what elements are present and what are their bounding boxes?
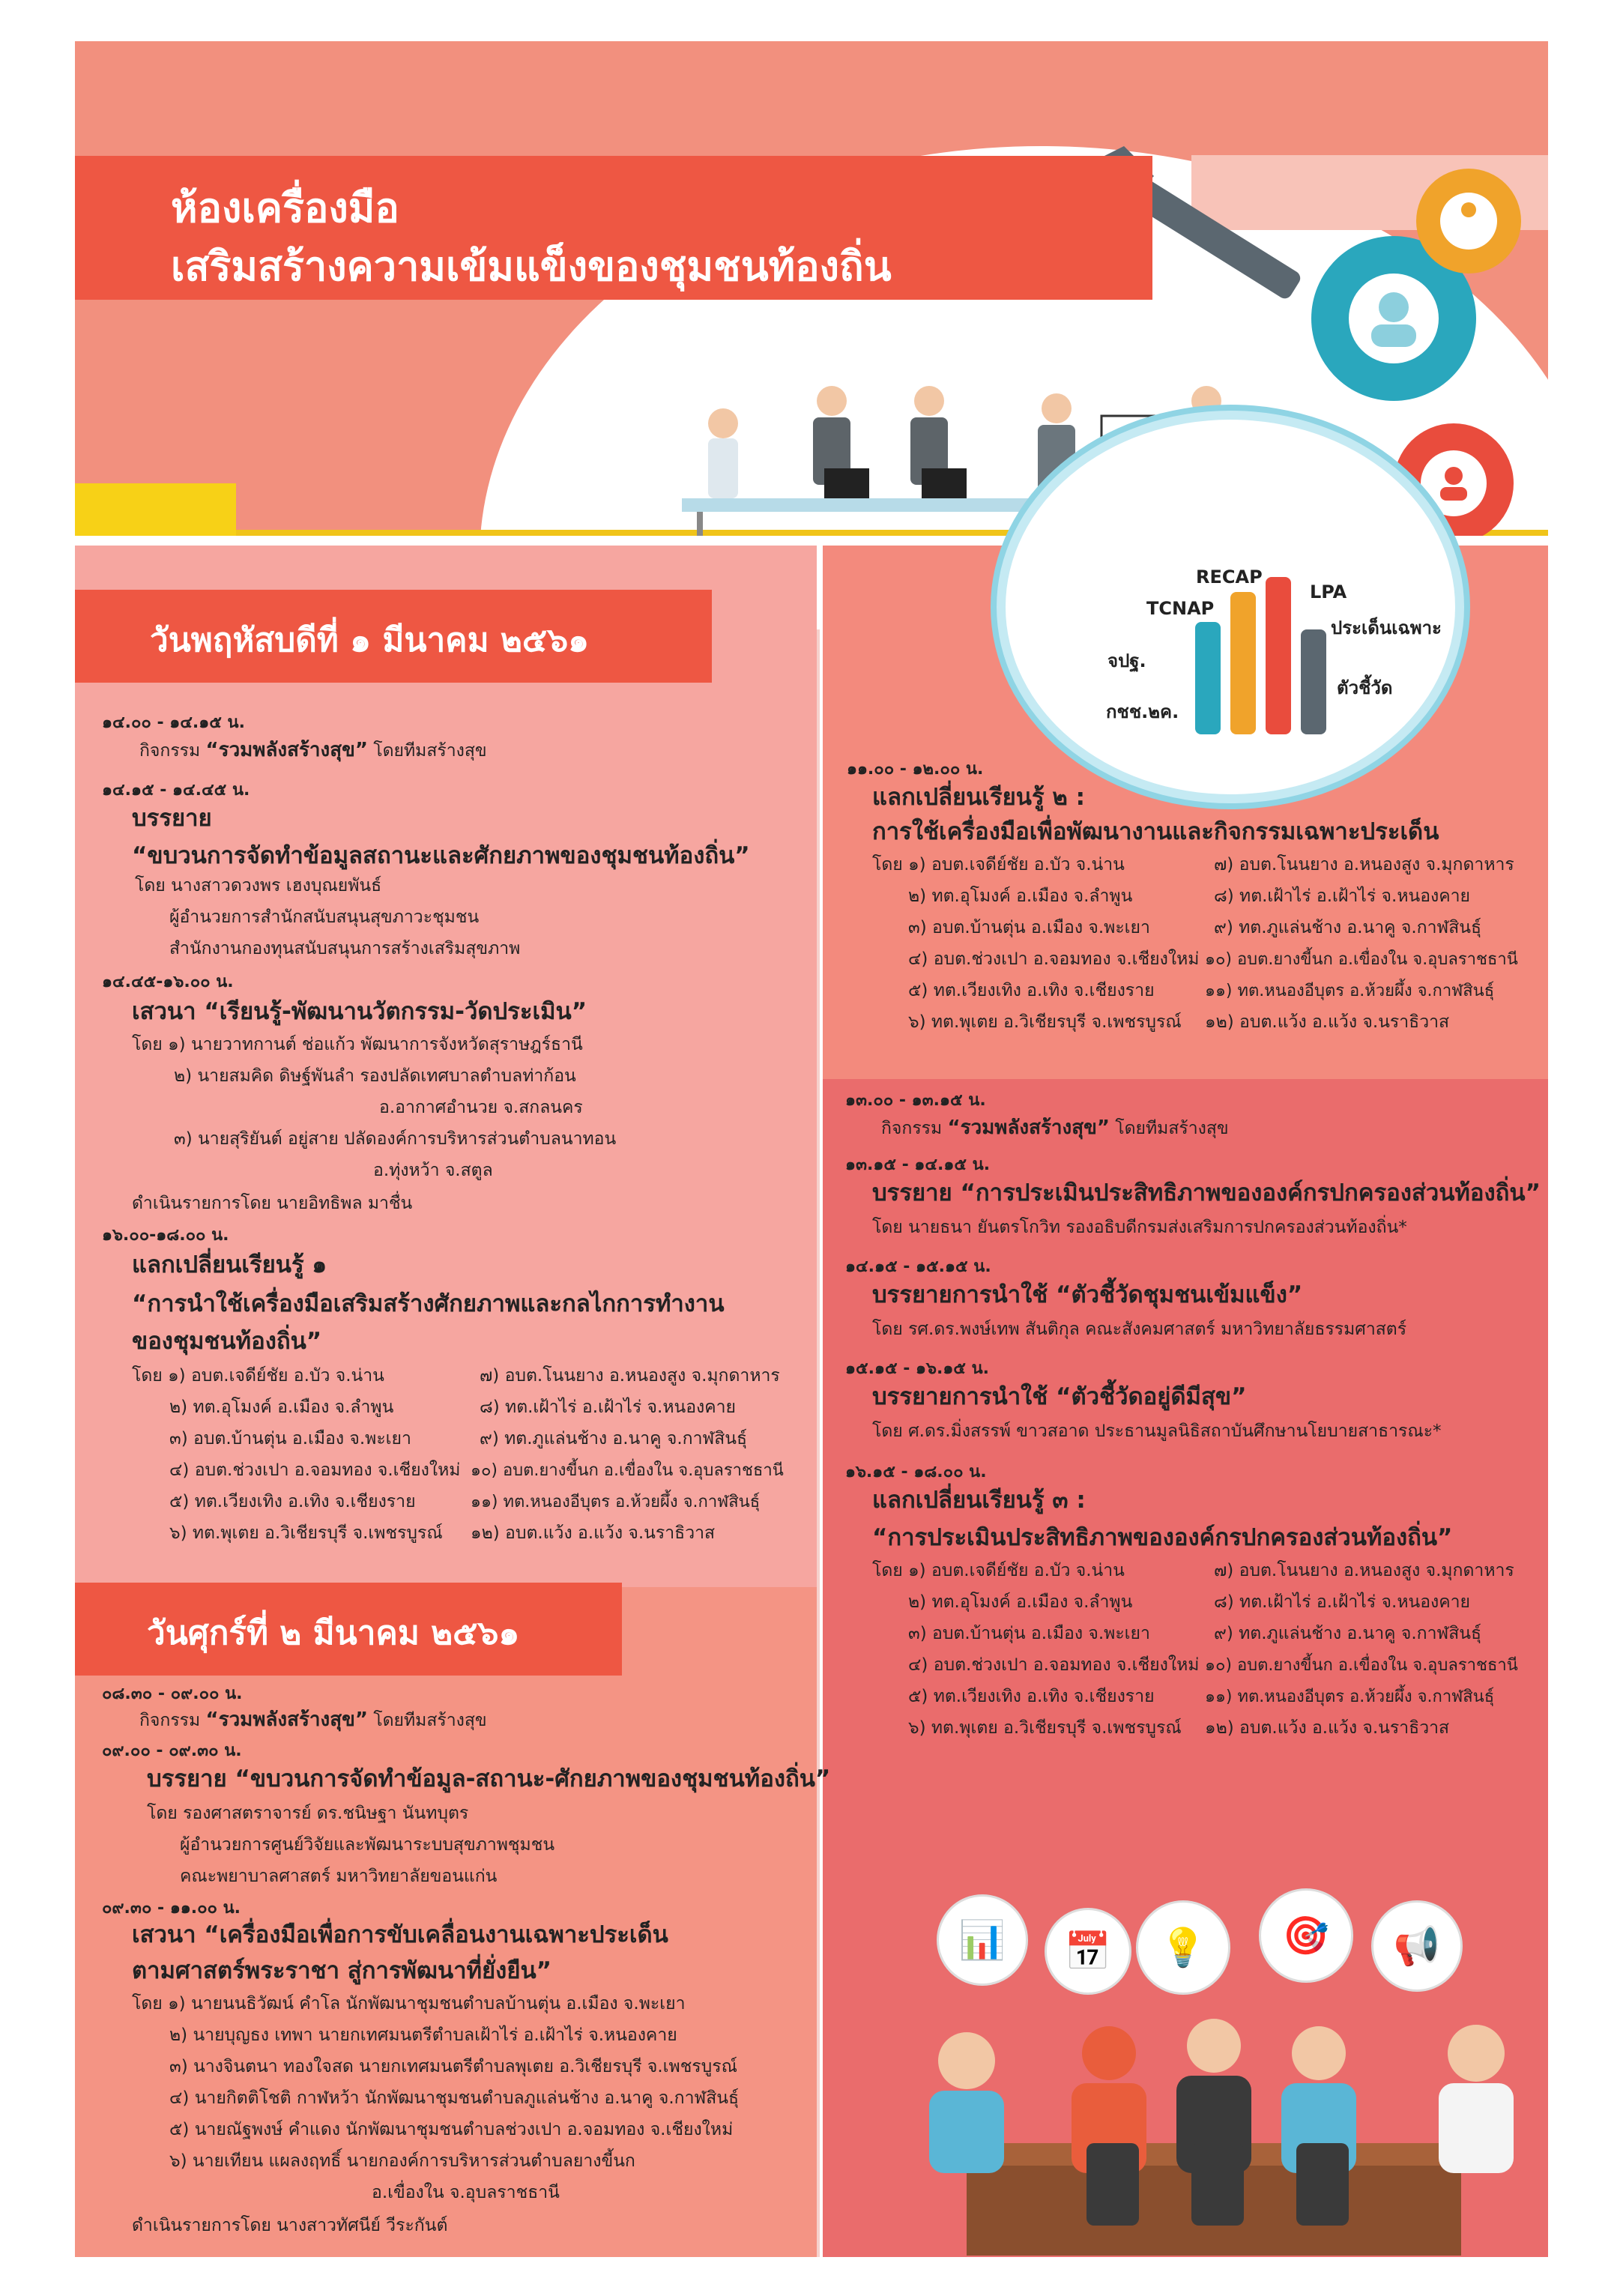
day1-s3-mod: ดำเนินรายการโดย นายอิทธิพล มาชื่น (132, 1194, 413, 1213)
day2-s9-label: แลกเปลี่ยนเรียนรู้ ๓ : (872, 1487, 1086, 1514)
day2-s9-right-1: ๗) อบต.โนนยาง อ.หนองสูง จ.มุกดาหาร (1214, 1561, 1514, 1580)
day1-s3-l5: อ.ทุ่งหว้า จ.สตูล (373, 1161, 493, 1180)
day2-s9-left-2: ๒) ทต.อุโมงค์ อ.เมือง จ.ลำพูน (908, 1592, 1133, 1612)
target-bubble-icon: 🎯 (1259, 1888, 1353, 1983)
day1-header: วันพฤหัสบดีที่ ๑ มีนาคม ๒๕๖๑ (75, 590, 712, 683)
day2-s4-left-5: ๕) ทต.เวียงเทิง อ.เทิง จ.เชียงราย (908, 981, 1155, 1000)
day1-s4-label: แลกเปลี่ยนเรียนรู้ ๑ (132, 1251, 327, 1278)
tool-label-indicator: ตัวชี้วัด (1337, 677, 1393, 698)
day2-s9-right-2: ๘) ทต.เฝ้าไร่ อ.เฝ้าไร่ จ.หนองคาย (1214, 1592, 1471, 1612)
day2-s2-by: โดย รองศาสตราจารย์ ดร.ชนิษฐา นันทบุตร (147, 1804, 469, 1823)
day2-s4-left-3: ๓) อบต.บ้านตุ่น อ.เมือง จ.พะเยา (908, 918, 1150, 937)
day2-s4-left-1: โดย ๑) อบต.เจดีย์ชัย อ.บัว จ.น่าน (872, 855, 1125, 874)
day2-s4-right-2: ๘) ทต.เฝ้าไร่ อ.เฝ้าไร่ จ.หนองคาย (1214, 886, 1471, 906)
day1-s3-l3: อ.อากาศอำนวย จ.สกลนคร (379, 1098, 583, 1117)
tool-label-specific: ประเด็นเฉพาะ (1331, 617, 1442, 638)
day2-s6-line: บรรยาย “การประเมินประสิทธิภาพขององค์กรปกครองส่วนท้องถิ่น” (872, 1179, 1541, 1206)
day1-s1-line: กิจกรรม “รวมพลังสร้างสุข” โดยทีมสร้างสุข (139, 739, 487, 761)
day2-s3-l2: ๒) นายบุญธง เทพา นายกเทศมนตรีตำบลเฝ้าไร่ อ.เฝ้าไร่ จ.หนองคาย (169, 2025, 677, 2045)
day1-s4-right-6: ๑๒) อบต.แว้ง อ.แว้ง จ.นราธิวาส (471, 1523, 716, 1543)
calendar-bubble-icon: 📅 (1045, 1908, 1131, 1995)
day2-s9-left-6: ๖) ทต.พุเตย อ.วิเชียรบุรี จ.เพชรบูรณ์ (908, 1718, 1182, 1738)
day2-s4-title: การใช้เครื่องมือเพื่อพัฒนางานและกิจกรรมเฉพาะประเด็น (872, 818, 1439, 845)
tools-bar-3 (1266, 577, 1291, 734)
day2-s4-label: แลกเปลี่ยนเรียนรู้ ๒ : (872, 784, 1086, 811)
title-box (75, 156, 1152, 300)
day2-s6-by: โดย นายธนา ยันตรโกวิท รองอธิบดีกรมส่งเสริมการปกครองส่วนท้องถิ่น* (872, 1218, 1407, 1237)
tools-bar-1 (1195, 622, 1221, 734)
day2-s9-left-1: โดย ๑) อบต.เจดีย์ชัย อ.บัว จ.น่าน (872, 1561, 1125, 1580)
day1-s4-right-3: ๙) ทต.ภูแล่นช้าง อ.นาคู จ.กาฬสินธุ์ (480, 1429, 748, 1448)
day2-s9-right-3: ๙) ทต.ภูแล่นช้าง อ.นาคู จ.กาฬสินธุ์ (1214, 1624, 1482, 1643)
day1-s4-left-4: ๔) อบต.ช่วงเปา อ.จอมทอง จ.เชียงใหม่ (169, 1460, 461, 1480)
day1-s4-time: ๑๖.๐๐-๑๘.๐๐ น. (102, 1226, 229, 1245)
day1-s4-left-3: ๓) อบต.บ้านตุ่น อ.เมือง จ.พะเยา (169, 1429, 411, 1448)
day1-s3-l2: ๒) นายสมคิด ดิษฐ์พันลำ รองปลัดเทศบาลตำบลท่าก้อน (174, 1066, 576, 1086)
day2-s2-time: ๐๙.๐๐ - ๐๙.๓๐ น. (102, 1741, 242, 1760)
day2-s8-time: ๑๕.๑๕ - ๑๖.๑๕ น. (845, 1359, 989, 1378)
day2-s7-line: บรรยายการนำใช้ “ตัวชี้วัดชุมชนเข้มแข็ง” (872, 1281, 1303, 1308)
day1-s3-l1: โดย ๑) นายวาทกานต์ ช่อแก้ว พัฒนาการจังหวัดสุราษฎร์ธานี (132, 1035, 583, 1054)
idea-bubble-icon: 💡 (1136, 1900, 1230, 1995)
team-illustration (899, 2008, 1544, 2256)
tool-label-recap: RECAP (1196, 567, 1263, 587)
day2-s1-time: ๐๘.๓๐ - ๐๙.๐๐ น. (102, 1685, 243, 1703)
day2-s4-left-2: ๒) ทต.อุโมงค์ อ.เมือง จ.ลำพูน (908, 886, 1133, 906)
day2-s9-time: ๑๖.๑๕ - ๑๘.๐๐ น. (845, 1463, 987, 1481)
day2-s3-l5: ๕) นายณัฐพงษ์ คำแดง นักพัฒนาชุมชนตำบลช่วงเปา อ.จอมทอง จ.เชียงใหม่ (169, 2120, 734, 2139)
day2-s9-left-5: ๕) ทต.เวียงเทิง อ.เทิง จ.เชียงราย (908, 1687, 1155, 1706)
day1-s2-by: โดย นางสาวดวงพร เฮงบุณยพันธ์ (135, 876, 382, 895)
day1-s2-title: “ขบวนการจัดทำข้อมูลสถานะและศักยภาพของชุมชนท้องถิ่น” (132, 842, 750, 869)
day2-s9-right-5: ๑๑) ทต.หนองอีบุตร อ.ห้วยผึ้ง จ.กาฬสินธุ์ (1205, 1688, 1495, 1706)
day1-s3-l4: ๓) นายสุริยันต์ อยู่สาย ปลัดองค์การบริหารส่วนตำบลนาทอน (174, 1129, 617, 1149)
day2-s2-line: บรรยาย “ขบวนการจัดทำข้อมูล-สถานะ-ศักยภาพของชุมชนท้องถิ่น” (147, 1765, 831, 1792)
day1-s4-title2: ของชุมชนท้องถิ่น” (132, 1328, 322, 1355)
day2-s4-right-1: ๗) อบต.โนนยาง อ.หนองสูง จ.มุกดาหาร (1214, 855, 1514, 874)
day2-s8-by: โดย ศ.ดร.มิ่งสรรพ์ ขาวสอาด ประธานมูลนิธิสถาบันศึกษานโยบายสาธารณะ* (872, 1422, 1442, 1441)
day2-s4-right-3: ๙) ทต.ภูแล่นช้าง อ.นาคู จ.กาฬสินธุ์ (1214, 918, 1482, 937)
day2-s3-l3: ๓) นางจินตนา ทองใจสด นายกเทศมนตรีตำบลพุเตย อ.วิเชียรบุรี จ.เพชรบูรณ์ (169, 2057, 737, 2076)
day1-s3-time: ๑๔.๔๕-๑๖.๐๐ น. (102, 973, 234, 991)
day2-s3-l4: ๔) นายกิตติโชติ กาฬหว้า นักพัฒนาชุมชนตำบลภูแล่นช้าง อ.นาคู จ.กาฬสินธุ์ (169, 2088, 740, 2108)
day2-s5-time: ๑๓.๐๐ - ๑๓.๑๕ น. (845, 1091, 986, 1110)
tools-bar-2 (1230, 592, 1256, 734)
tool-label-lpa: LPA (1310, 581, 1347, 602)
day2-s9-right-4: ๑๐) อบต.ยางขี้นก อ.เขื่องใน จ.อุบลราชธานี (1205, 1656, 1518, 1675)
day1-s1-time: ๑๔.๐๐ - ๑๔.๑๕ น. (102, 713, 245, 732)
day2-s3-time: ๐๙.๓๐ - ๑๑.๐๐ น. (102, 1899, 241, 1918)
day2-s3-l7: อ.เขื่องใน จ.อุบลราชธานี (372, 2183, 560, 2202)
day2-s9-left-3: ๓) อบต.บ้านตุ่น อ.เมือง จ.พะเยา (908, 1624, 1150, 1643)
day2-s5-line: กิจกรรม “รวมพลังสร้างสุข” โดยทีมสร้างสุข (881, 1117, 1229, 1139)
tools-bar-4 (1301, 629, 1326, 734)
day2-s3-mod: ดำเนินรายการโดย นางสาวทัศนีย์ วีระกันต์ (132, 2216, 448, 2235)
day1-s4-right-4: ๑๐) อบต.ยางขี้นก อ.เขื่องใน จ.อุบลราชธานี (471, 1461, 784, 1480)
day2-header: วันศุกร์ที่ ๒ มีนาคม ๒๕๖๑ (75, 1583, 622, 1676)
day2-s9-left-4: ๔) อบต.ช่วงเปา อ.จอมทอง จ.เชียงใหม่ (908, 1655, 1200, 1675)
day1-s4-left-2: ๒) ทต.อุโมงค์ อ.เมือง จ.ลำพูน (169, 1398, 394, 1417)
day2-s3-l1: โดย ๑) นายนนธิวัฒน์ คำโล นักพัฒนาชุมชนตำบลบ้านตุ่น อ.เมือง จ.พะเยา (132, 1994, 686, 2013)
day1-s2-time: ๑๔.๑๕ - ๑๔.๔๕ น. (102, 781, 250, 800)
day1-s4-right-1: ๗) อบต.โนนยาง อ.หนองสูง จ.มุกดาหาร (480, 1366, 780, 1386)
day2-s4-left-4: ๔) อบต.ช่วงเปา อ.จอมทอง จ.เชียงใหม่ (908, 949, 1200, 969)
day2-s3-l6: ๖) นายเทียน แผลงฤทธิ์ นายกองค์การบริหารส่วนตำบลยางขี้นก (169, 2151, 635, 2171)
day2-s4-right-5: ๑๑) ทต.หนองอีบุตร อ.ห้วยผึ้ง จ.กาฬสินธุ์ (1205, 982, 1495, 1000)
day2-s7-time: ๑๔.๑๕ - ๑๕.๑๕ น. (845, 1257, 991, 1276)
day2-s2-pos2: คณะพยาบาลศาสตร์ มหาวิทยาลัยขอนแก่น (180, 1867, 498, 1886)
tool-label-jpth: จปฐ. (1107, 650, 1146, 671)
title-line-1: ห้องเครื่องมือ (171, 184, 399, 232)
title-line-2: เสริมสร้างความเข้มแข็งของชุมชนท้องถิ่น (171, 243, 892, 290)
day2-s1-line: กิจกรรม “รวมพลังสร้างสุข” โดยทีมสร้างสุข (139, 1709, 487, 1731)
day1-s3-line: เสวนา “เรียนรู้-พัฒนานวัตกรรม-วัดประเมิน” (132, 998, 587, 1025)
tool-label-tcnap: TCNAP (1146, 598, 1215, 619)
day1-s4-right-5: ๑๑) ทต.หนองอีบุตร อ.ห้วยผึ้ง จ.กาฬสินธุ์ (471, 1493, 761, 1511)
chart-bubble-icon: 📊 (937, 1894, 1028, 1986)
day2-s7-by: โดย รศ.ดร.พงษ์เทพ สันติกุล คณะสังคมศาสตร์ มหาวิทยาลัยธรรมศาสตร์ (872, 1320, 1407, 1339)
day2-s3-title2: ตามศาสตร์พระราชา สู่การพัฒนาที่ยั่งยืน” (132, 1957, 552, 1984)
day2-s3-line1: เสวนา “เครื่องมือเพื่อการขับเคลื่อนงานเฉพาะประเด็น (132, 1921, 668, 1948)
day1-s4-right-2: ๘) ทต.เฝ้าไร่ อ.เฝ้าไร่ จ.หนองคาย (480, 1398, 737, 1417)
day1-s4-left-5: ๕) ทต.เวียงเทิง อ.เทิง จ.เชียงราย (169, 1492, 416, 1511)
day2-s4-right-6: ๑๒) อบต.แว้ง อ.แว้ง จ.นราธิวาส (1205, 1012, 1450, 1032)
tool-label-gchch: กชช.๒ค. (1106, 701, 1179, 722)
day1-s4-left-1: โดย ๑) อบต.เจดีย์ชัย อ.บัว จ.น่าน (132, 1366, 384, 1386)
day2-s4-left-6: ๖) ทต.พุเตย อ.วิเชียรบุรี จ.เพชรบูรณ์ (908, 1012, 1182, 1032)
day2-s4-right-4: ๑๐) อบต.ยางขี้นก อ.เขื่องใน จ.อุบลราชธานี (1205, 950, 1518, 969)
megaphone-bubble-icon: 📢 (1371, 1900, 1463, 1992)
day1-s2-pos2: สำนักงานกองทุนสนับสนุนการสร้างเสริมสุขภาพ (169, 939, 521, 958)
day1-s4-title1: “การนำใช้เครื่องมือเสริมสร้างศักยภาพและกลไกการทำงาน (132, 1290, 725, 1317)
day2-s4-time: ๑๑.๐๐ - ๑๒.๐๐ น. (847, 760, 984, 779)
column-divider (817, 629, 820, 2257)
day2-s8-line: บรรยายการนำใช้ “ตัวชี้วัดอยู่ดีมีสุข” (872, 1383, 1247, 1410)
day2-s9-right-6: ๑๒) อบต.แว้ง อ.แว้ง จ.นราธิวาส (1205, 1718, 1450, 1738)
day2-s6-time: ๑๓.๑๕ - ๑๔.๑๕ น. (845, 1155, 991, 1174)
day1-s4-left-6: ๖) ทต.พุเตย อ.วิเชียรบุรี จ.เพชรบูรณ์ (169, 1523, 443, 1543)
day1-s2-label: บรรยาย (132, 805, 212, 832)
day2-s2-pos1: ผู้อำนวยการศูนย์วิจัยและพัฒนาระบบสุขภาพชุมชน (180, 1835, 555, 1855)
day1-s2-pos1: ผู้อำนวยการสำนักสนับสนุนสุขภาวะชุมชน (169, 907, 480, 927)
day2-s9-title: “การประเมินประสิทธิภาพขององค์กรปกครองส่วนท้องถิ่น” (872, 1524, 1453, 1551)
